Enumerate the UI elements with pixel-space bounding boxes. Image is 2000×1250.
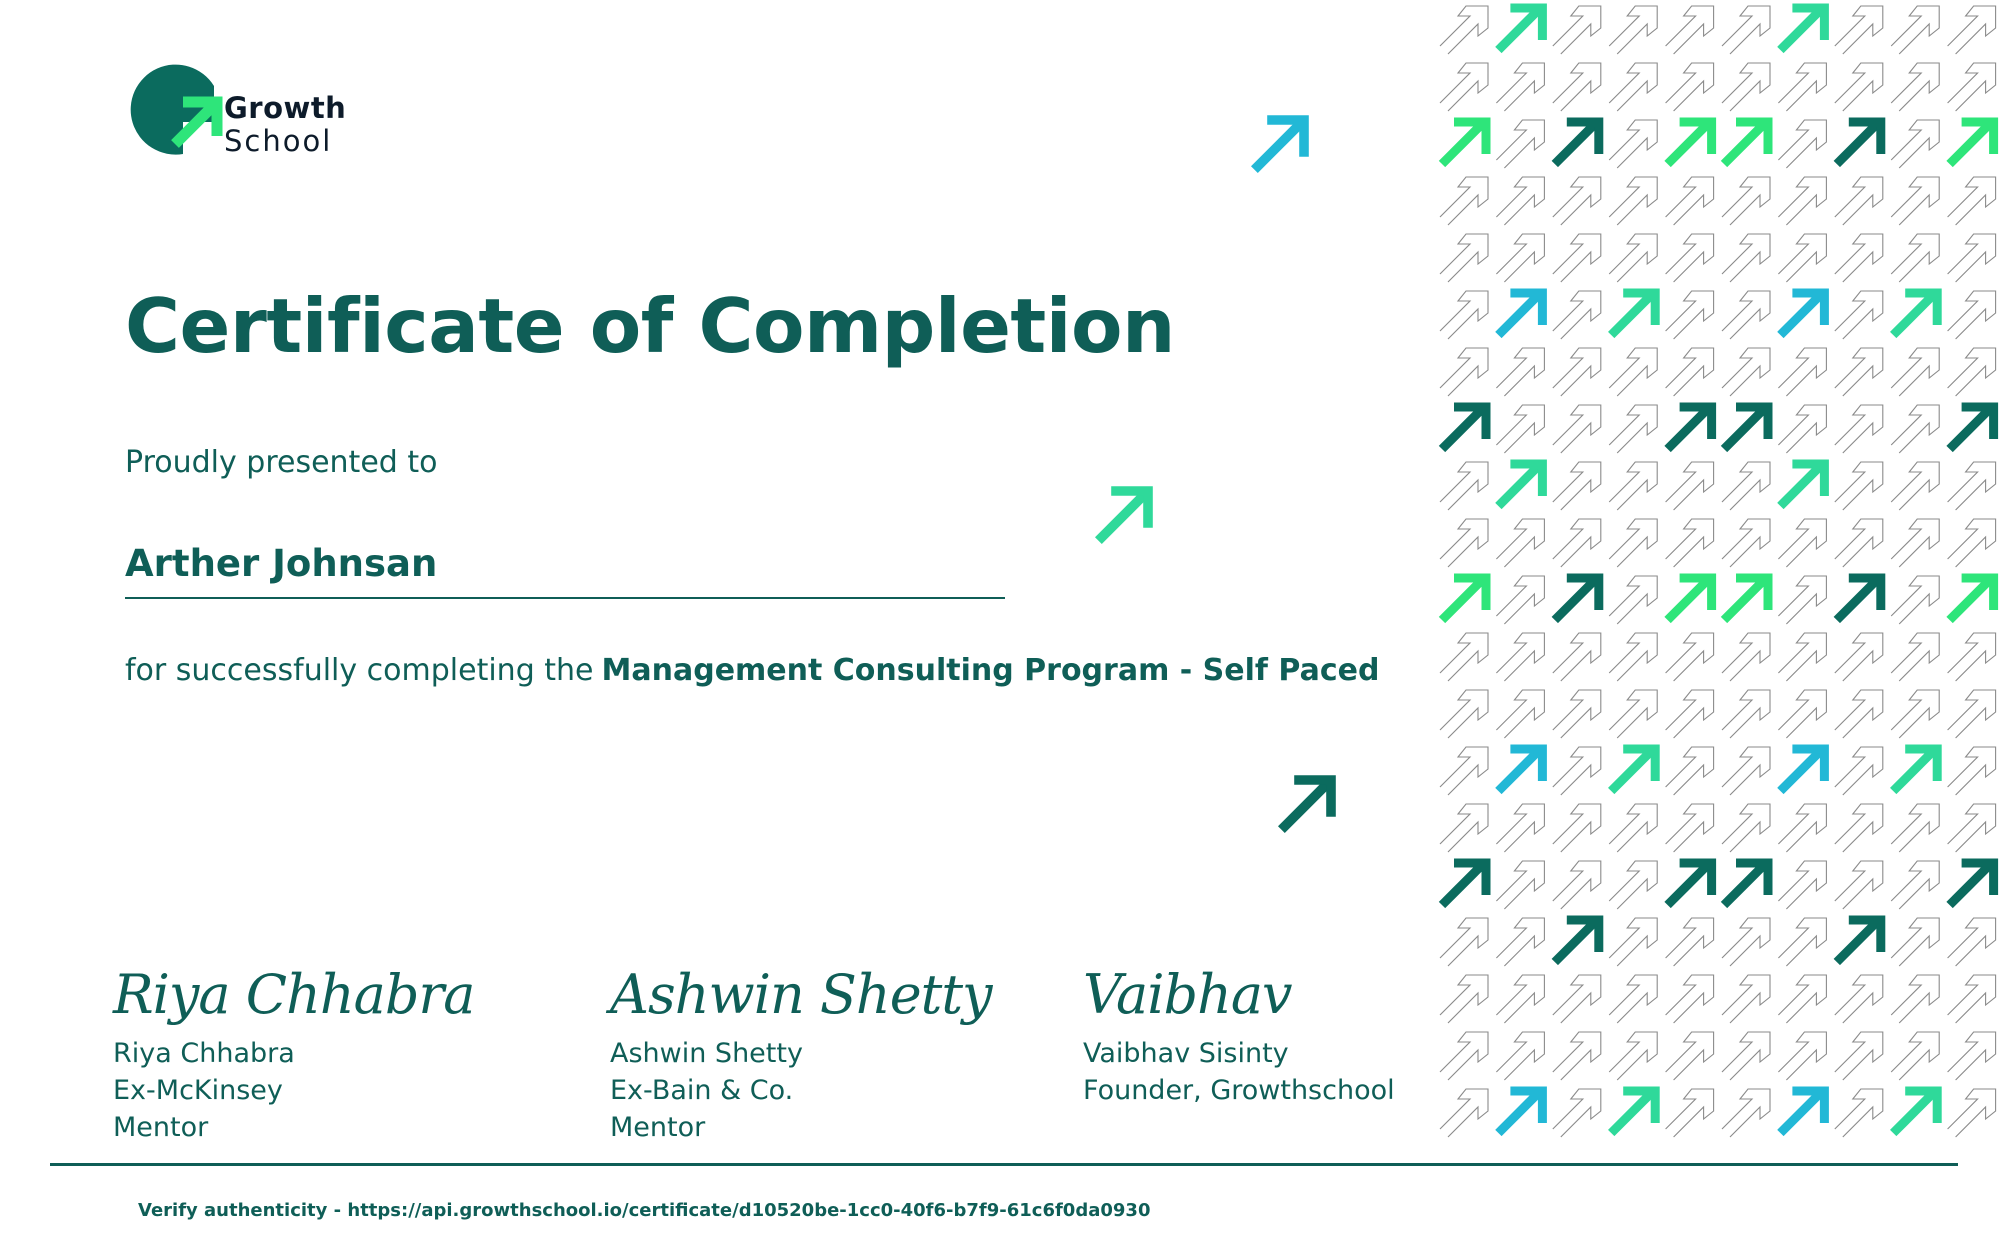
pattern-arrow-icon — [1553, 462, 1601, 510]
pattern-arrow-icon — [1778, 63, 1826, 111]
pattern-arrow-icon — [1496, 348, 1544, 396]
pattern-arrow-icon — [1891, 975, 1939, 1023]
pattern-arrow-icon — [1666, 975, 1714, 1023]
pattern-arrow-icon — [1496, 234, 1544, 282]
pattern-arrow-icon — [1837, 578, 1881, 620]
pattern-arrow-icon — [1778, 918, 1826, 966]
pattern-arrow-icon — [1780, 293, 1824, 335]
pattern-arrow-icon — [1442, 578, 1486, 620]
pattern-arrow-icon — [1553, 177, 1601, 225]
pattern-arrow-icon — [1440, 1032, 1488, 1080]
pattern-arrow-icon — [1440, 690, 1488, 738]
pattern-arrow-icon — [1778, 348, 1826, 396]
pattern-arrow-icon — [1835, 234, 1883, 282]
pattern-arrow-icon — [1553, 234, 1601, 282]
pattern-arrow-icon — [1778, 120, 1826, 168]
pattern-arrow-icon — [1778, 690, 1826, 738]
pattern-arrow-icon — [1780, 1091, 1824, 1133]
pattern-arrow-icon — [1609, 63, 1657, 111]
pattern-arrow-icon — [1837, 122, 1881, 164]
pattern-arrow-icon — [1553, 861, 1601, 909]
pattern-arrow-icon — [1778, 519, 1826, 567]
pattern-arrow-icon — [1442, 122, 1486, 164]
pattern-arrow-icon — [1778, 177, 1826, 225]
arrow-pattern — [1436, 0, 2000, 1150]
pattern-arrow-icon — [1666, 348, 1714, 396]
pattern-arrow-icon — [1609, 6, 1657, 54]
pattern-arrow-icon — [1891, 519, 1939, 567]
pattern-arrow-icon — [1948, 63, 1996, 111]
pattern-arrow-icon — [1948, 690, 1996, 738]
pattern-arrow-icon — [1778, 576, 1826, 624]
pattern-arrow-icon — [1780, 749, 1824, 791]
pattern-arrow-icon — [1778, 975, 1826, 1023]
pattern-arrow-icon — [1891, 348, 1939, 396]
pattern-arrow-icon — [1950, 122, 1994, 164]
pattern-arrow-icon — [1948, 6, 1996, 54]
pattern-arrow-icon — [1666, 1032, 1714, 1080]
pattern-arrow-icon — [1498, 1091, 1542, 1133]
pattern-arrow-icon — [1440, 63, 1488, 111]
pattern-arrow-icon — [1722, 690, 1770, 738]
pattern-arrow-icon — [1611, 1091, 1655, 1133]
pattern-arrow-icon — [1722, 918, 1770, 966]
pattern-arrow-icon — [1835, 747, 1883, 795]
pattern-arrow-icon — [1835, 690, 1883, 738]
pattern-arrow-icon — [1837, 920, 1881, 962]
pattern-arrow-icon — [1835, 633, 1883, 681]
completion-prefix: for successfully completing the — [125, 653, 594, 688]
pattern-arrow-icon — [1722, 462, 1770, 510]
pattern-arrow-icon — [1609, 1032, 1657, 1080]
pattern-arrow-icon — [1835, 1032, 1883, 1080]
signatory-name: Riya Chhabra — [113, 1038, 295, 1069]
logo-text-school: School — [224, 124, 333, 158]
pattern-arrow-icon — [1722, 348, 1770, 396]
pattern-arrow-icon — [1611, 749, 1655, 791]
pattern-arrow-icon — [1609, 405, 1657, 453]
signatory-credential: Ex-Bain & Co. — [610, 1075, 794, 1106]
decorative-arrow-icon — [1092, 483, 1156, 547]
pattern-arrow-icon — [1722, 234, 1770, 282]
pattern-arrow-icon — [1553, 804, 1601, 852]
pattern-arrow-icon — [1666, 918, 1714, 966]
pattern-arrow-icon — [1440, 291, 1488, 339]
pattern-arrow-icon — [1498, 464, 1542, 506]
pattern-arrow-icon — [1668, 578, 1712, 620]
pattern-arrow-icon — [1893, 1091, 1937, 1133]
signatory-mentor-2 — [610, 955, 1030, 1146]
pattern-arrow-icon — [1778, 234, 1826, 282]
pattern-arrow-icon — [1722, 633, 1770, 681]
recipient-underline — [125, 597, 1005, 599]
pattern-arrow-icon — [1948, 462, 1996, 510]
recipient-name: Arther Johnsan — [125, 542, 438, 585]
pattern-arrow-icon — [1440, 975, 1488, 1023]
pattern-arrow-icon — [1440, 1089, 1488, 1137]
pattern-arrow-icon — [1555, 578, 1599, 620]
pattern-arrow-icon — [1835, 6, 1883, 54]
pattern-arrow-icon — [1498, 293, 1542, 335]
pattern-arrow-icon — [1891, 861, 1939, 909]
pattern-arrow-icon — [1891, 405, 1939, 453]
logo-arrow-icon — [125, 64, 225, 164]
pattern-arrow-icon — [1835, 1089, 1883, 1137]
pattern-arrow-icon — [1609, 348, 1657, 396]
pattern-arrow-icon — [1553, 633, 1601, 681]
pattern-arrow-icon — [1835, 462, 1883, 510]
pattern-arrow-icon — [1666, 291, 1714, 339]
pattern-arrow-icon — [1666, 804, 1714, 852]
pattern-arrow-icon — [1891, 462, 1939, 510]
pattern-arrow-icon — [1553, 1089, 1601, 1137]
pattern-arrow-icon — [1609, 633, 1657, 681]
pattern-arrow-icon — [1722, 747, 1770, 795]
signatory-role: Mentor — [610, 1112, 706, 1143]
pattern-arrow-icon — [1948, 291, 1996, 339]
pattern-arrow-icon — [1891, 576, 1939, 624]
pattern-arrow-icon — [1948, 234, 1996, 282]
pattern-arrow-icon — [1496, 861, 1544, 909]
signatory-credential: Ex-McKinsey — [113, 1075, 283, 1106]
certificate-title: Certificate of Completion — [125, 282, 1175, 370]
pattern-arrow-icon — [1609, 462, 1657, 510]
pattern-arrow-icon — [1666, 234, 1714, 282]
pattern-arrow-icon — [1496, 120, 1544, 168]
pattern-arrow-icon — [1609, 690, 1657, 738]
pattern-arrow-icon — [1948, 918, 1996, 966]
signature: Ashwin Shetty — [610, 963, 992, 1026]
pattern-arrow-icon — [1724, 578, 1768, 620]
pattern-arrow-icon — [1835, 519, 1883, 567]
signatory-name: Ashwin Shetty — [610, 1038, 803, 1069]
pattern-arrow-icon — [1666, 519, 1714, 567]
pattern-arrow-icon — [1835, 63, 1883, 111]
pattern-arrow-icon — [1891, 234, 1939, 282]
pattern-arrow-icon — [1778, 405, 1826, 453]
pattern-arrow-icon — [1891, 633, 1939, 681]
pattern-arrow-icon — [1496, 519, 1544, 567]
pattern-arrow-icon — [1498, 749, 1542, 791]
pattern-arrow-icon — [1780, 8, 1824, 50]
pattern-arrow-icon — [1893, 293, 1937, 335]
pattern-arrow-icon — [1496, 576, 1544, 624]
pattern-arrow-icon — [1611, 293, 1655, 335]
pattern-arrow-icon — [1722, 1032, 1770, 1080]
pattern-arrow-icon — [1948, 804, 1996, 852]
pattern-arrow-icon — [1440, 234, 1488, 282]
program-name: Management Consulting Program - Self Paced — [601, 653, 1380, 688]
pattern-arrow-icon — [1609, 519, 1657, 567]
pattern-arrow-icon — [1891, 918, 1939, 966]
pattern-arrow-icon — [1724, 863, 1768, 905]
pattern-arrow-icon — [1778, 804, 1826, 852]
signatory-title: Founder, Growthschool — [1083, 1075, 1395, 1106]
pattern-arrow-icon — [1553, 405, 1601, 453]
pattern-arrow-icon — [1609, 975, 1657, 1023]
pattern-arrow-icon — [1440, 348, 1488, 396]
pattern-arrow-icon — [1609, 861, 1657, 909]
signatory-role: Mentor — [113, 1112, 209, 1143]
pattern-arrow-icon — [1440, 804, 1488, 852]
pattern-arrow-icon — [1440, 177, 1488, 225]
pattern-arrow-icon — [1950, 407, 1994, 449]
verify-authenticity-text: Verify authenticity - https://api.growthschool.io/certificate/d10520be-1cc0-40f6-b7f9-61c6f0da0930 — [138, 1200, 1151, 1221]
pattern-arrow-icon — [1893, 749, 1937, 791]
logo-text-growth: Growth — [224, 91, 347, 125]
pattern-arrow-icon — [1724, 122, 1768, 164]
pattern-arrow-icon — [1668, 122, 1712, 164]
pattern-arrow-icon — [1948, 1089, 1996, 1137]
pattern-arrow-icon — [1496, 918, 1544, 966]
pattern-arrow-icon — [1440, 6, 1488, 54]
pattern-arrow-icon — [1553, 348, 1601, 396]
pattern-arrow-icon — [1440, 747, 1488, 795]
pattern-arrow-icon — [1835, 804, 1883, 852]
pattern-arrow-icon — [1609, 177, 1657, 225]
pattern-arrow-icon — [1553, 975, 1601, 1023]
pattern-arrow-icon — [1666, 6, 1714, 54]
pattern-arrow-icon — [1666, 63, 1714, 111]
pattern-arrow-icon — [1666, 462, 1714, 510]
decorative-arrow-icon — [1275, 772, 1339, 836]
pattern-arrow-icon — [1496, 975, 1544, 1023]
pattern-arrow-icon — [1442, 407, 1486, 449]
pattern-arrow-icon — [1498, 8, 1542, 50]
pattern-arrow-icon — [1722, 291, 1770, 339]
pattern-arrow-icon — [1891, 804, 1939, 852]
pattern-arrow-icon — [1891, 63, 1939, 111]
pattern-arrow-icon — [1553, 1032, 1601, 1080]
pattern-arrow-icon — [1553, 519, 1601, 567]
pattern-arrow-icon — [1722, 63, 1770, 111]
pattern-arrow-icon — [1835, 975, 1883, 1023]
pattern-arrow-icon — [1666, 633, 1714, 681]
pattern-arrow-icon — [1496, 405, 1544, 453]
pattern-arrow-icon — [1666, 747, 1714, 795]
pattern-arrow-icon — [1496, 804, 1544, 852]
pattern-arrow-icon — [1778, 861, 1826, 909]
footer-divider — [50, 1163, 1958, 1166]
pattern-arrow-icon — [1440, 462, 1488, 510]
pattern-arrow-icon — [1722, 6, 1770, 54]
pattern-arrow-icon — [1553, 63, 1601, 111]
pattern-arrow-icon — [1496, 1032, 1544, 1080]
signatory-name: Vaibhav Sisinty — [1083, 1038, 1289, 1069]
pattern-arrow-icon — [1553, 690, 1601, 738]
signatory-mentor-1 — [113, 955, 533, 1146]
pattern-arrow-icon — [1835, 405, 1883, 453]
pattern-arrow-icon — [1778, 1032, 1826, 1080]
pattern-arrow-icon — [1496, 177, 1544, 225]
completion-statement — [125, 653, 1379, 688]
pattern-arrow-icon — [1891, 1032, 1939, 1080]
pattern-arrow-icon — [1722, 975, 1770, 1023]
pattern-arrow-icon — [1948, 348, 1996, 396]
logo-wordmark — [224, 91, 347, 158]
pattern-arrow-icon — [1948, 519, 1996, 567]
pattern-arrow-icon — [1668, 407, 1712, 449]
signature: Riya Chhabra — [113, 963, 475, 1026]
pattern-arrow-icon — [1440, 633, 1488, 681]
pattern-arrow-icon — [1496, 63, 1544, 111]
pattern-arrow-icon — [1724, 407, 1768, 449]
pattern-arrow-icon — [1722, 1089, 1770, 1137]
pattern-arrow-icon — [1553, 291, 1601, 339]
pattern-arrow-icon — [1609, 576, 1657, 624]
decorative-arrow-icon — [1248, 112, 1312, 176]
pattern-arrow-icon — [1666, 177, 1714, 225]
pattern-arrow-icon — [1948, 975, 1996, 1023]
pattern-arrow-icon — [1722, 804, 1770, 852]
pattern-arrow-icon — [1891, 177, 1939, 225]
pattern-arrow-icon — [1891, 6, 1939, 54]
presented-label: Proudly presented to — [125, 445, 438, 480]
pattern-arrow-icon — [1668, 863, 1712, 905]
pattern-arrow-icon — [1948, 633, 1996, 681]
pattern-arrow-icon — [1555, 920, 1599, 962]
pattern-arrow-icon — [1440, 519, 1488, 567]
pattern-arrow-icon — [1496, 633, 1544, 681]
pattern-arrow-icon — [1778, 633, 1826, 681]
pattern-arrow-icon — [1722, 519, 1770, 567]
pattern-arrow-icon — [1891, 120, 1939, 168]
pattern-arrow-icon — [1780, 464, 1824, 506]
pattern-arrow-icon — [1835, 291, 1883, 339]
pattern-arrow-icon — [1609, 804, 1657, 852]
pattern-arrow-icon — [1950, 863, 1994, 905]
growth-school-logo — [125, 64, 355, 164]
signature: Vaibhav — [1083, 963, 1292, 1026]
pattern-arrow-icon — [1609, 120, 1657, 168]
pattern-arrow-icon — [1835, 348, 1883, 396]
pattern-arrow-icon — [1666, 1089, 1714, 1137]
pattern-arrow-icon — [1496, 690, 1544, 738]
pattern-arrow-icon — [1950, 578, 1994, 620]
pattern-arrow-icon — [1948, 177, 1996, 225]
pattern-arrow-icon — [1722, 177, 1770, 225]
pattern-arrow-icon — [1891, 690, 1939, 738]
pattern-arrow-icon — [1835, 177, 1883, 225]
pattern-arrow-icon — [1666, 690, 1714, 738]
pattern-arrow-icon — [1553, 747, 1601, 795]
pattern-arrow-icon — [1555, 122, 1599, 164]
pattern-arrow-icon — [1609, 234, 1657, 282]
pattern-arrow-icon — [1442, 863, 1486, 905]
pattern-arrow-icon — [1948, 747, 1996, 795]
pattern-arrow-icon — [1835, 861, 1883, 909]
pattern-arrow-icon — [1553, 6, 1601, 54]
pattern-arrow-icon — [1948, 1032, 1996, 1080]
pattern-arrow-icon — [1609, 918, 1657, 966]
pattern-arrow-icon — [1440, 918, 1488, 966]
